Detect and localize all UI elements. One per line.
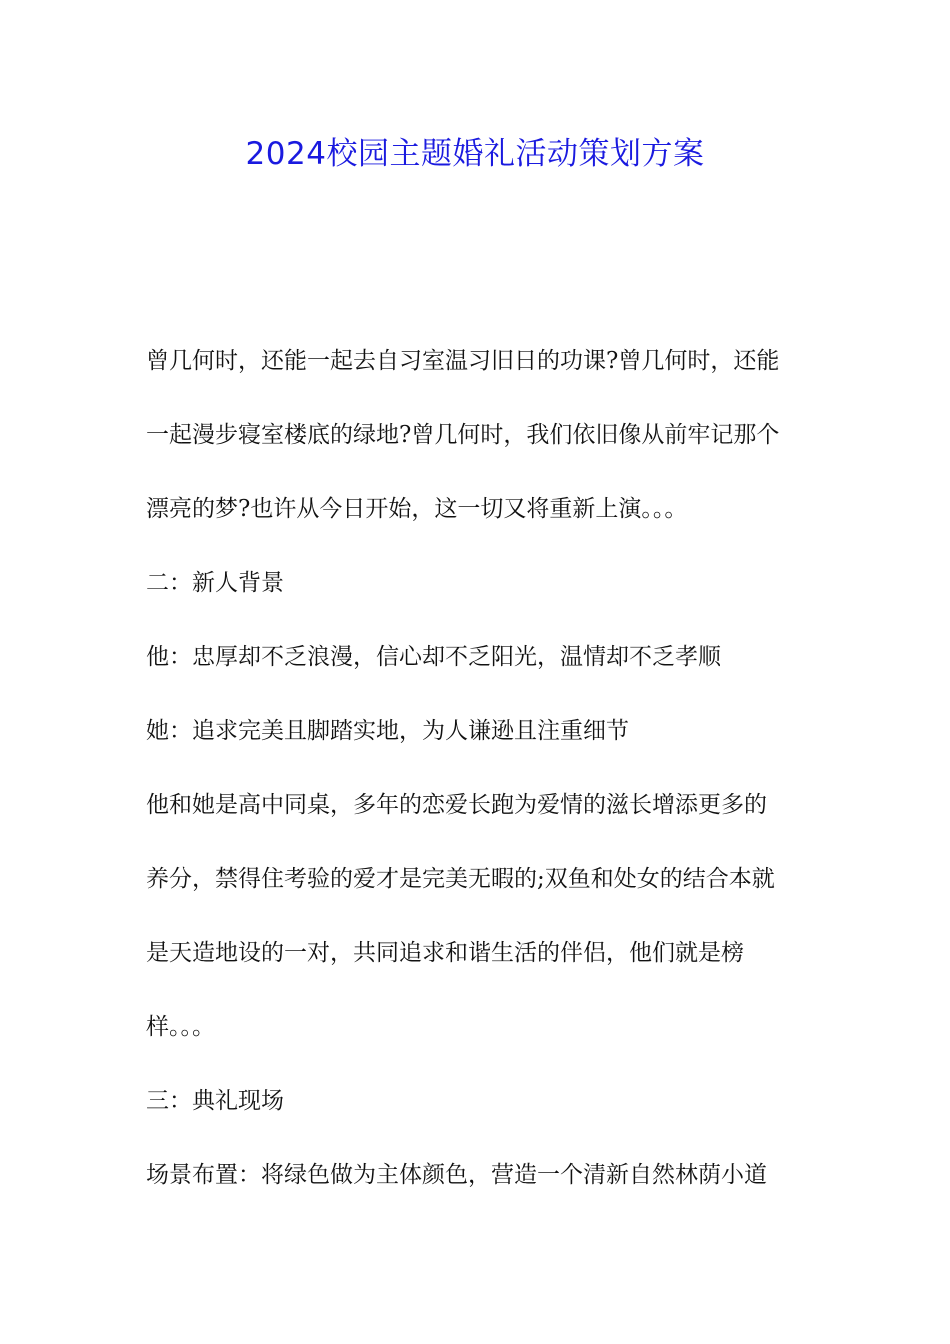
paragraph-line: 场景布置：将绿色做为主体颜色，营造一个清新自然林荫小道 bbox=[146, 1162, 767, 1188]
paragraph-line: 一起漫步寝室楼底的绿地?曾几何时，我们依旧像从前牢记那个 bbox=[146, 422, 780, 448]
document-title: 2024校园主题婚礼活动策划方案 bbox=[245, 136, 705, 172]
section-heading: 三：典礼现场 bbox=[146, 1088, 284, 1114]
paragraph-line: 漂亮的梦?也许从今日开始，这一切又将重新上演。。。 bbox=[146, 496, 688, 522]
paragraph-line: 是天造地设的一对，共同追求和谐生活的伴侣，他们就是榜 bbox=[146, 940, 744, 966]
paragraph-line: 养分，禁得住考验的爱才是完美无暇的;双鱼和处女的结合本就 bbox=[146, 866, 775, 892]
paragraph-line: 曾几何时，还能一起去自习室温习旧日的功课?曾几何时，还能 bbox=[146, 348, 780, 374]
section-heading: 二：新人背景 bbox=[146, 570, 284, 596]
paragraph-line: 她：追求完美且脚踏实地，为人谦逊且注重细节 bbox=[146, 718, 629, 744]
paragraph-line: 样。。。 bbox=[146, 1014, 215, 1040]
paragraph-line: 他：忠厚却不乏浪漫，信心却不乏阳光，温情却不乏孝顺 bbox=[146, 644, 721, 670]
paragraph-line: 他和她是高中同桌，多年的恋爱长跑为爱情的滋长增添更多的 bbox=[146, 792, 767, 818]
